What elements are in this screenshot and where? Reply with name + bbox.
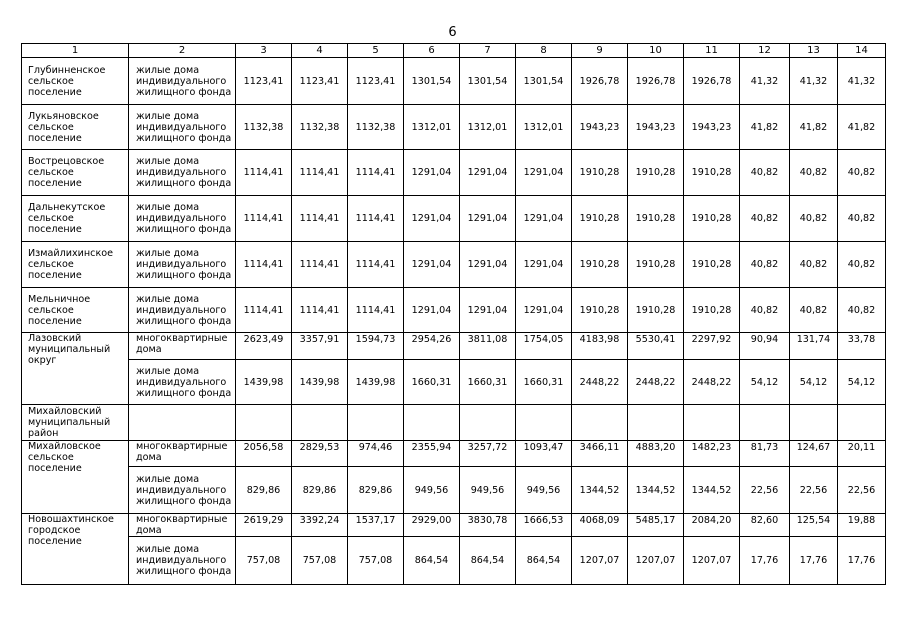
value-cell: 757,08 — [236, 537, 292, 585]
column-header: 5 — [348, 44, 404, 58]
value-cell: 1291,04 — [460, 196, 516, 242]
housing-type-cell: жилые дома индивидуального жилищного фонда — [129, 150, 236, 196]
value-cell: 54,12 — [790, 360, 838, 405]
table-row — [22, 405, 886, 441]
housing-type-cell: жилые дома индивидуального жилищного фонда — [129, 360, 236, 405]
value-cell: 1666,53 — [516, 514, 572, 537]
value-cell: 1910,28 — [572, 150, 628, 196]
column-header: 8 — [516, 44, 572, 58]
value-cell: 1594,73 — [348, 333, 404, 360]
settlement-name-cell: Глубинненское сельское поселение — [22, 58, 129, 105]
tariff-table — [21, 43, 886, 585]
value-cell: 829,86 — [292, 467, 348, 514]
value-cell: 40,82 — [790, 196, 838, 242]
value-cell: 1123,41 — [236, 58, 292, 105]
value-cell — [404, 405, 460, 441]
settlement-name-cell: Лазовский муниципальный округ — [22, 333, 129, 405]
value-cell: 41,82 — [790, 105, 838, 150]
settlement-name-cell: Дальнекутское сельское поселение — [22, 196, 129, 242]
value-cell: 2448,22 — [628, 360, 684, 405]
value-cell: 1291,04 — [460, 288, 516, 333]
housing-type-cell: жилые дома индивидуального жилищного фонда — [129, 467, 236, 514]
value-cell: 1910,28 — [684, 242, 740, 288]
housing-type-cell: многоквартирные дома — [129, 441, 236, 467]
value-cell — [628, 405, 684, 441]
value-cell: 1910,28 — [684, 196, 740, 242]
table-row — [22, 288, 886, 333]
value-cell: 40,82 — [838, 288, 886, 333]
value-cell: 1114,41 — [292, 288, 348, 333]
table-row — [22, 537, 886, 585]
value-cell: 22,56 — [838, 467, 886, 514]
value-cell — [236, 405, 292, 441]
column-header: 12 — [740, 44, 790, 58]
value-cell: 2619,29 — [236, 514, 292, 537]
value-cell: 124,67 — [790, 441, 838, 467]
value-cell: 1291,04 — [404, 242, 460, 288]
value-cell: 40,82 — [790, 288, 838, 333]
settlement-name-cell: Лукьяновское сельское поселение — [22, 105, 129, 150]
value-cell: 1207,07 — [572, 537, 628, 585]
value-cell: 1114,41 — [292, 150, 348, 196]
value-cell: 3466,11 — [572, 441, 628, 467]
value-cell: 1301,54 — [404, 58, 460, 105]
value-cell: 4068,09 — [572, 514, 628, 537]
value-cell: 2954,26 — [404, 333, 460, 360]
value-cell: 1439,98 — [236, 360, 292, 405]
value-cell: 2829,53 — [292, 441, 348, 467]
value-cell: 1910,28 — [684, 288, 740, 333]
value-cell: 829,86 — [348, 467, 404, 514]
value-cell: 22,56 — [740, 467, 790, 514]
value-cell: 40,82 — [740, 196, 790, 242]
column-header: 10 — [628, 44, 684, 58]
column-header: 6 — [404, 44, 460, 58]
housing-type-cell: жилые дома индивидуального жилищного фонда — [129, 58, 236, 105]
value-cell: 2297,92 — [684, 333, 740, 360]
value-cell: 974,46 — [348, 441, 404, 467]
settlement-name-cell: Новошахтинское городское поселение — [22, 514, 129, 585]
housing-type-cell — [129, 405, 236, 441]
value-cell: 864,54 — [460, 537, 516, 585]
value-cell: 40,82 — [790, 150, 838, 196]
value-cell: 1207,07 — [628, 537, 684, 585]
value-cell: 2084,20 — [684, 514, 740, 537]
value-cell: 1344,52 — [684, 467, 740, 514]
value-cell: 1926,78 — [684, 58, 740, 105]
value-cell — [790, 405, 838, 441]
value-cell: 54,12 — [740, 360, 790, 405]
housing-type-cell: жилые дома индивидуального жилищного фонда — [129, 288, 236, 333]
value-cell: 1291,04 — [516, 288, 572, 333]
value-cell: 125,54 — [790, 514, 838, 537]
value-cell: 1301,54 — [460, 58, 516, 105]
value-cell: 17,76 — [790, 537, 838, 585]
value-cell — [838, 405, 886, 441]
value-cell: 2355,94 — [404, 441, 460, 467]
value-cell: 1114,41 — [236, 288, 292, 333]
column-header: 2 — [129, 44, 236, 58]
value-cell: 1114,41 — [236, 242, 292, 288]
value-cell: 829,86 — [236, 467, 292, 514]
value-cell: 1132,38 — [292, 105, 348, 150]
value-cell: 3392,24 — [292, 514, 348, 537]
column-header: 11 — [684, 44, 740, 58]
value-cell: 1114,41 — [348, 150, 404, 196]
column-header: 3 — [236, 44, 292, 58]
value-cell: 1291,04 — [516, 242, 572, 288]
column-header: 14 — [838, 44, 886, 58]
table-row — [22, 514, 886, 537]
column-header: 7 — [460, 44, 516, 58]
value-cell — [516, 405, 572, 441]
column-header: 4 — [292, 44, 348, 58]
value-cell: 90,94 — [740, 333, 790, 360]
value-cell: 1660,31 — [516, 360, 572, 405]
value-cell: 3811,08 — [460, 333, 516, 360]
value-cell: 33,78 — [838, 333, 886, 360]
value-cell: 1114,41 — [236, 150, 292, 196]
value-cell: 1943,23 — [628, 105, 684, 150]
value-cell: 1291,04 — [460, 150, 516, 196]
value-cell: 1114,41 — [348, 288, 404, 333]
value-cell: 1312,01 — [404, 105, 460, 150]
housing-type-cell: жилые дома индивидуального жилищного фонда — [129, 105, 236, 150]
table-row — [22, 196, 886, 242]
table-row — [22, 58, 886, 105]
value-cell: 757,08 — [348, 537, 404, 585]
value-cell: 1439,98 — [292, 360, 348, 405]
table-row — [22, 467, 886, 514]
value-cell: 4183,98 — [572, 333, 628, 360]
value-cell: 1301,54 — [516, 58, 572, 105]
value-cell: 1291,04 — [516, 196, 572, 242]
value-cell: 1439,98 — [348, 360, 404, 405]
value-cell: 1291,04 — [404, 150, 460, 196]
value-cell: 40,82 — [838, 150, 886, 196]
settlement-name-cell: Мельничное сельское поселение — [22, 288, 129, 333]
value-cell: 1482,23 — [684, 441, 740, 467]
value-cell: 1114,41 — [236, 196, 292, 242]
value-cell: 41,82 — [740, 105, 790, 150]
value-cell: 1093,47 — [516, 441, 572, 467]
value-cell: 1132,38 — [236, 105, 292, 150]
value-cell: 40,82 — [740, 288, 790, 333]
value-cell: 1207,07 — [684, 537, 740, 585]
value-cell: 4883,20 — [628, 441, 684, 467]
settlement-name-cell: Михайловский муниципальный район — [22, 405, 129, 441]
value-cell: 1312,01 — [460, 105, 516, 150]
value-cell: 864,54 — [516, 537, 572, 585]
value-cell: 1943,23 — [572, 105, 628, 150]
value-cell: 1926,78 — [572, 58, 628, 105]
value-cell: 1910,28 — [572, 242, 628, 288]
value-cell: 1114,41 — [348, 196, 404, 242]
value-cell: 864,54 — [404, 537, 460, 585]
value-cell: 1910,28 — [628, 196, 684, 242]
value-cell: 19,88 — [838, 514, 886, 537]
value-cell: 82,60 — [740, 514, 790, 537]
housing-type-cell: жилые дома индивидуального жилищного фонда — [129, 537, 236, 585]
value-cell: 1660,31 — [404, 360, 460, 405]
value-cell: 1910,28 — [628, 288, 684, 333]
value-cell: 22,56 — [790, 467, 838, 514]
value-cell: 1910,28 — [572, 196, 628, 242]
settlement-name-cell: Михайловское сельское поселение — [22, 441, 129, 514]
column-header: 1 — [22, 44, 129, 58]
value-cell: 2056,58 — [236, 441, 292, 467]
value-cell: 81,73 — [740, 441, 790, 467]
value-cell: 1114,41 — [292, 196, 348, 242]
value-cell: 40,82 — [740, 242, 790, 288]
value-cell: 41,32 — [740, 58, 790, 105]
table-row — [22, 150, 886, 196]
value-cell: 1910,28 — [572, 288, 628, 333]
value-cell: 1114,41 — [292, 242, 348, 288]
value-cell: 41,82 — [838, 105, 886, 150]
page-number: 6 — [448, 25, 457, 40]
housing-type-cell: жилые дома индивидуального жилищного фонда — [129, 196, 236, 242]
value-cell: 5485,17 — [628, 514, 684, 537]
value-cell: 3357,91 — [292, 333, 348, 360]
value-cell: 1114,41 — [348, 242, 404, 288]
table-row — [22, 360, 886, 405]
value-cell: 1344,52 — [628, 467, 684, 514]
value-cell: 1910,28 — [628, 150, 684, 196]
value-cell: 949,56 — [516, 467, 572, 514]
table-row — [22, 242, 886, 288]
column-header: 9 — [572, 44, 628, 58]
value-cell — [684, 405, 740, 441]
value-cell — [572, 405, 628, 441]
value-cell: 1344,52 — [572, 467, 628, 514]
value-cell: 17,76 — [740, 537, 790, 585]
value-cell: 1943,23 — [684, 105, 740, 150]
settlement-name-cell: Измайлихинское сельское поселение — [22, 242, 129, 288]
value-cell: 1537,17 — [348, 514, 404, 537]
housing-type-cell: многоквартирные дома — [129, 333, 236, 360]
value-cell: 17,76 — [838, 537, 886, 585]
table-row — [22, 333, 886, 360]
value-cell: 41,32 — [838, 58, 886, 105]
value-cell — [460, 405, 516, 441]
value-cell: 2623,49 — [236, 333, 292, 360]
value-cell: 20,11 — [838, 441, 886, 467]
value-cell: 1132,38 — [348, 105, 404, 150]
table-row — [22, 105, 886, 150]
value-cell: 40,82 — [740, 150, 790, 196]
value-cell: 5530,41 — [628, 333, 684, 360]
housing-type-cell: жилые дома индивидуального жилищного фонда — [129, 242, 236, 288]
value-cell: 757,08 — [292, 537, 348, 585]
column-header: 13 — [790, 44, 838, 58]
value-cell — [348, 405, 404, 441]
value-cell: 54,12 — [838, 360, 886, 405]
value-cell: 131,74 — [790, 333, 838, 360]
value-cell: 3830,78 — [460, 514, 516, 537]
housing-type-cell: многоквартирные дома — [129, 514, 236, 537]
value-cell: 1291,04 — [404, 288, 460, 333]
value-cell: 41,32 — [790, 58, 838, 105]
value-cell: 1291,04 — [516, 150, 572, 196]
value-cell: 1312,01 — [516, 105, 572, 150]
value-cell: 1660,31 — [460, 360, 516, 405]
value-cell: 40,82 — [790, 242, 838, 288]
value-cell: 1291,04 — [404, 196, 460, 242]
value-cell: 1754,05 — [516, 333, 572, 360]
value-cell: 949,56 — [460, 467, 516, 514]
value-cell: 40,82 — [838, 242, 886, 288]
value-cell: 1910,28 — [628, 242, 684, 288]
value-cell: 1926,78 — [628, 58, 684, 105]
table-row — [22, 441, 886, 467]
value-cell: 2929,00 — [404, 514, 460, 537]
value-cell: 949,56 — [404, 467, 460, 514]
value-cell: 1123,41 — [348, 58, 404, 105]
value-cell — [292, 405, 348, 441]
value-cell: 2448,22 — [684, 360, 740, 405]
value-cell: 1910,28 — [684, 150, 740, 196]
value-cell — [740, 405, 790, 441]
value-cell: 1123,41 — [292, 58, 348, 105]
value-cell: 40,82 — [838, 196, 886, 242]
value-cell: 3257,72 — [460, 441, 516, 467]
header-row — [22, 44, 886, 58]
settlement-name-cell: Вострецовское сельское поселение — [22, 150, 129, 196]
value-cell: 2448,22 — [572, 360, 628, 405]
value-cell: 1291,04 — [460, 242, 516, 288]
